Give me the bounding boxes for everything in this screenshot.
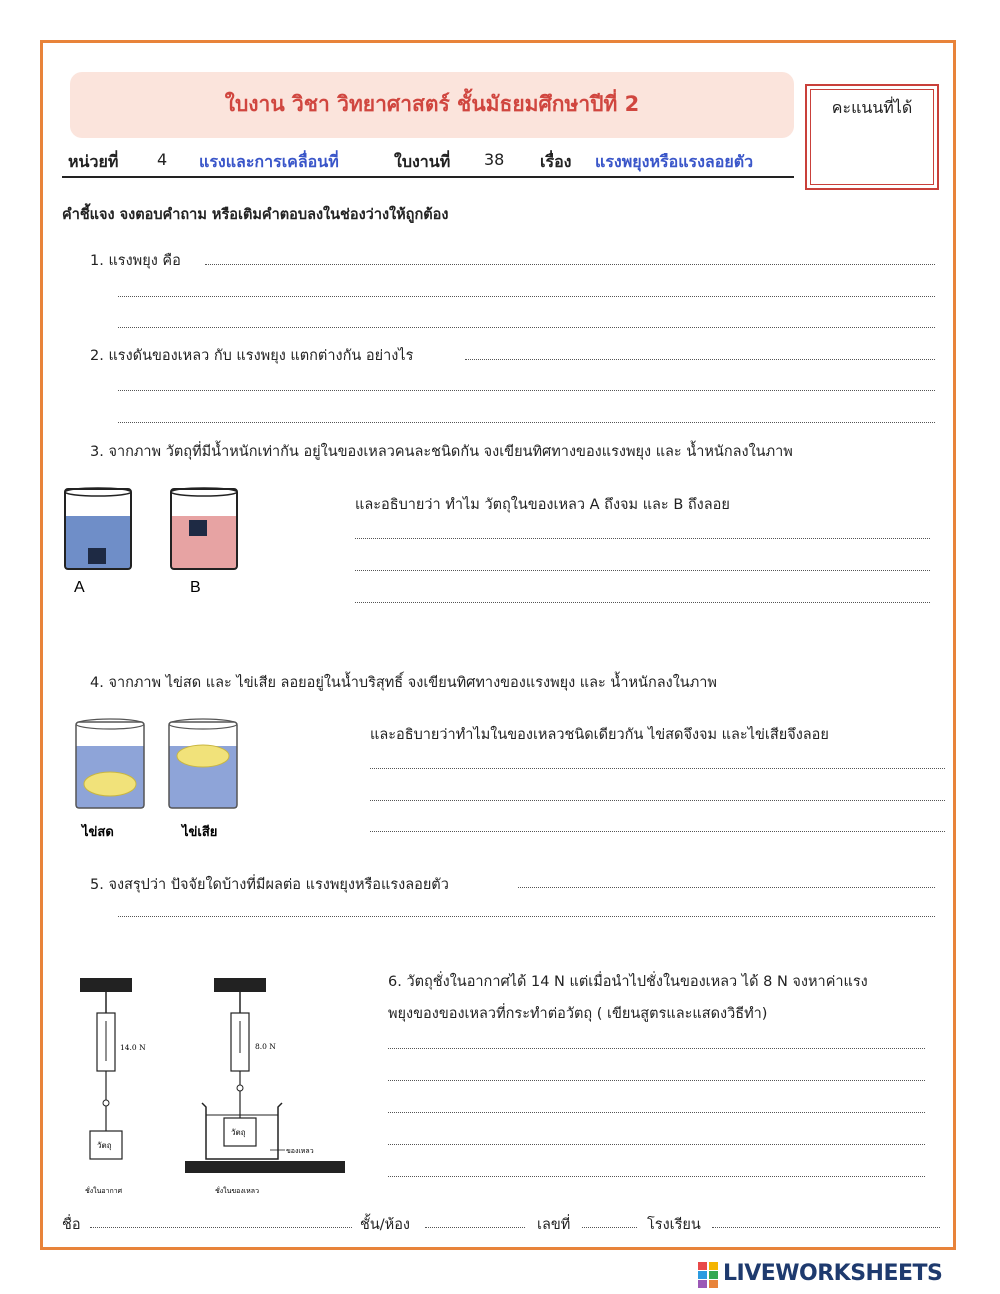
topic-name: แรงพยุงหรือแรงลอยตัว <box>595 152 754 171</box>
support-beam-1 <box>80 978 132 992</box>
answer-line[interactable] <box>118 327 935 328</box>
answer-line[interactable] <box>205 264 935 265</box>
object-label-1: วัตถุ <box>97 1141 112 1150</box>
question-2: 2. แรงดันของเหลว กับ แรงพยุง แตกต่างกัน อย่างไร <box>90 348 414 364</box>
object-b <box>189 520 207 536</box>
answer-line[interactable] <box>388 1112 925 1113</box>
score-box <box>805 84 939 190</box>
worksheet-title: ใบงาน วิชา วิทยาศาสตร์ ชั้นมัธยมศึกษาปีที่ 2 <box>224 92 640 116</box>
answer-line[interactable] <box>118 390 935 391</box>
school-label: โรงเรียน <box>647 1217 701 1233</box>
unit-number: 4 <box>157 150 168 169</box>
score-label: คะแนนที่ได้ <box>831 98 913 117</box>
support-beam-2 <box>214 978 266 992</box>
name-label: ชื่อ <box>62 1217 81 1233</box>
beaker-b-label: B <box>190 579 201 596</box>
answer-line[interactable] <box>370 768 945 769</box>
answer-line[interactable] <box>355 602 930 603</box>
spring-scale-figure <box>70 975 360 1205</box>
answer-line[interactable] <box>518 887 935 888</box>
eggs-figure <box>70 716 250 846</box>
fresh-egg <box>84 772 136 796</box>
class-field[interactable] <box>425 1227 525 1228</box>
answer-line[interactable] <box>355 570 930 571</box>
unit-row <box>62 148 794 178</box>
scale-1-reading: 14.0 N <box>120 1043 146 1052</box>
number-label: เลขที่ <box>537 1217 571 1233</box>
liquid-label: ของเหลว <box>286 1147 314 1155</box>
beakers-figure-a-b <box>58 484 258 599</box>
object-a <box>88 548 106 564</box>
answer-line[interactable] <box>388 1176 925 1177</box>
glass-fresh-rim <box>76 719 144 729</box>
question-1: 1. แรงพยุง คือ <box>90 253 181 269</box>
answer-line[interactable] <box>118 916 935 917</box>
unit-name: แรงและการเคลื่อนที่ <box>199 152 339 171</box>
question-3: 3. จากภาพ วัตถุที่มีน้ำหนักเท่ากัน อยู่ในของเหลวคนละชนิดกัน จงเขียนทิศทางของแรงพยุง และ น้ำหนักลงในภาพ <box>90 444 793 460</box>
answer-line[interactable] <box>355 538 930 539</box>
class-label: ชั้น/ห้อง <box>360 1217 410 1233</box>
beaker-a-label: A <box>74 579 85 596</box>
liveworksheets-icon <box>698 1262 720 1288</box>
fresh-egg-label: ไข่สด <box>82 825 114 840</box>
weigh-in-air-label: ชั่งในอากาศ <box>85 1187 123 1195</box>
unit-label: หน่วยที่ <box>68 152 119 171</box>
answer-line[interactable] <box>388 1080 925 1081</box>
question-4: 4. จากภาพ ไข่สด และ ไข่เสีย ลอยอยู่ในน้ำบริสุทธิ์ จงเขียนทิศทางของแรงพยุง และ น้ำหนักลงในภาพ <box>90 675 717 691</box>
answer-line[interactable] <box>370 831 945 832</box>
instructions: คำชี้แจง จงตอบคำถาม หรือเติมคำตอบลงในช่องว่างให้ถูกต้อง <box>62 207 449 223</box>
worksheet-number: 38 <box>484 150 505 169</box>
worksheet-label: ใบงานที่ <box>394 152 451 171</box>
question-4-explain: และอธิบายว่าทำไมในของเหลวชนิดเดียวกัน ไข่สดจึงจม และไข่เสียจึงลอย <box>370 727 829 743</box>
question-6-line-2: พยุงของของเหลวที่กระทำต่อวัตถุ ( เขียนสูตรและแสดงวิธีทำ) <box>388 1006 768 1022</box>
answer-line[interactable] <box>118 422 935 423</box>
name-field[interactable] <box>90 1227 352 1228</box>
base-plate <box>185 1161 345 1173</box>
hook-1 <box>103 1100 109 1106</box>
hook-2 <box>237 1085 243 1091</box>
answer-line[interactable] <box>465 359 935 360</box>
glass-rotten-rim <box>169 719 237 729</box>
question-6-line-1: 6. วัตถุชั่งในอากาศได้ 14 N แต่เมื่อนำไปชั่งในของเหลว ได้ 8 N จงหาค่าแรง <box>388 974 868 990</box>
answer-line[interactable] <box>370 800 945 801</box>
scale-2-reading: 8.0 N <box>255 1042 276 1051</box>
answer-line[interactable] <box>388 1048 925 1049</box>
object-label-2: วัตถุ <box>231 1128 246 1137</box>
liveworksheets-logo <box>698 1261 994 1289</box>
rotten-egg-label: ไข่เสีย <box>182 825 218 840</box>
question-3-explain: และอธิบายว่า ทำไม วัตถุในของเหลว A ถึงจม และ B ถึงลอย <box>355 497 730 513</box>
school-field[interactable] <box>712 1227 940 1228</box>
number-field[interactable] <box>582 1227 637 1228</box>
answer-line[interactable] <box>118 296 935 297</box>
question-5: 5. จงสรุปว่า ปัจจัยใดบ้างที่มีผลต่อ แรงพยุงหรือแรงลอยตัว <box>90 877 449 893</box>
topic-label: เรื่อง <box>540 152 572 171</box>
weigh-in-liquid-label: ชั่งในของเหลว <box>215 1187 260 1195</box>
liveworksheets-wordmark: LIVEWORKSHEETS <box>723 1261 943 1286</box>
rotten-egg <box>177 745 229 767</box>
answer-line[interactable] <box>388 1144 925 1145</box>
